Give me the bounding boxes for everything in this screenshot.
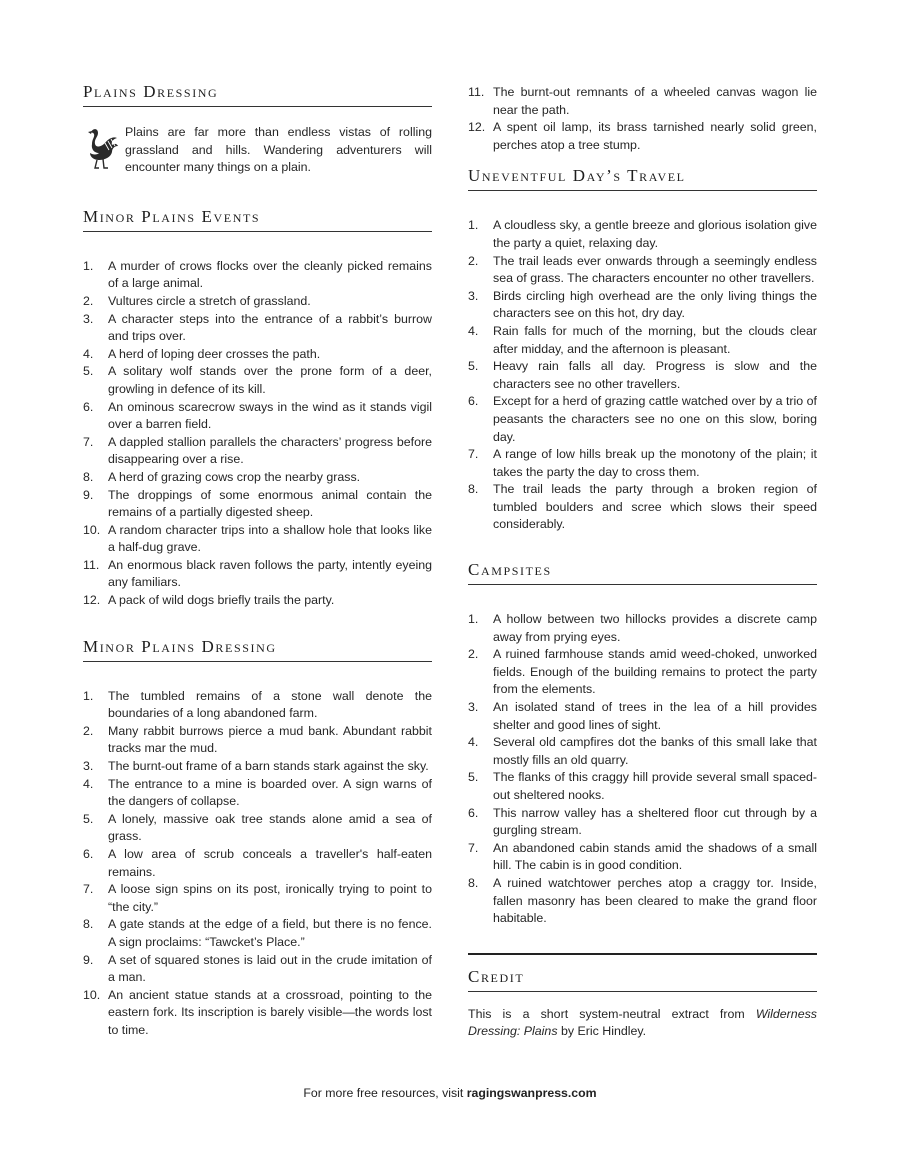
- campsites-list: [468, 611, 817, 928]
- item-number: 2.: [83, 723, 94, 738]
- list-item: [83, 592, 432, 610]
- footer: [0, 1086, 900, 1100]
- item-text: A spent oil lamp, its brass tarnished nearly solid green, perches atop a tree stump.: [493, 120, 817, 152]
- list-item: [83, 399, 432, 434]
- list-item: [83, 293, 432, 311]
- minor-plains-events-list: [83, 258, 432, 610]
- item-number: 3.: [83, 311, 94, 326]
- item-text: A dappled stallion parallels the characters’ progress before disappearing over a rise.: [108, 434, 432, 467]
- swan-logo-icon: [83, 126, 119, 170]
- item-number: 1.: [468, 612, 479, 627]
- item-number: 8.: [83, 917, 94, 932]
- item-number: 12.: [83, 593, 101, 608]
- item-text: A herd of loping deer crosses the path.: [108, 346, 321, 361]
- item-number: 9.: [83, 487, 94, 502]
- footer-text: For more free resources, visit: [303, 1086, 467, 1100]
- item-text: An isolated stand of trees in the lea of a hill provides shelter and good lines of sight.: [493, 700, 817, 732]
- item-text: The tumbled remains of a stone wall denote the boundaries of a long abandoned farm.: [108, 688, 432, 721]
- item-text: An ancient statue stands at a crossroad, pointing to the eastern fork. Its inscription is barely visible—the words lost to time.: [108, 987, 432, 1037]
- item-text: Vultures circle a stretch of grassland.: [108, 293, 311, 308]
- item-text: The trail leads ever onwards through a seemingly endless sea of grass. The characters encounter no other travellers.: [493, 253, 817, 286]
- list-item: [468, 253, 817, 288]
- item-number: 3.: [83, 759, 94, 774]
- item-number: 6.: [468, 805, 479, 820]
- item-text: A loose sign spins on its post, ironically trying to point to “the city.”: [108, 882, 432, 914]
- item-text: Rain falls for much of the morning, but the clouds clear after midday, and the afternoon is pleasant.: [493, 323, 817, 356]
- minor-plains-dressing-title: Minor Plains Dressing: [83, 637, 432, 662]
- uneventful-days-travel-list: [468, 217, 817, 534]
- list-item: [83, 487, 432, 522]
- list-item: [468, 358, 817, 393]
- item-number: 6.: [468, 394, 479, 409]
- item-number: 8.: [468, 482, 479, 497]
- item-text: Many rabbit burrows pierce a mud bank. Abundant rabbit tracks mar the mud.: [108, 723, 432, 756]
- item-text: A herd of grazing cows crop the nearby grass.: [108, 469, 361, 484]
- item-text: A cloudless sky, a gentle breeze and glorious isolation give the party a quiet, relaxing day.: [493, 218, 817, 250]
- item-number: 4.: [468, 735, 479, 750]
- list-item: [83, 258, 432, 293]
- item-text: The burnt-out frame of a barn stands stark against the sky.: [108, 759, 429, 774]
- list-item: [468, 119, 817, 154]
- item-text: An ominous scarecrow sways in the wind as it stands vigil over a barren field.: [108, 399, 432, 432]
- item-text: A gate stands at the edge of a field, but there is no fence. A sign proclaims: “Tawcket’s Place.”: [108, 917, 432, 949]
- item-number: 10.: [83, 987, 101, 1002]
- item-text: Except for a herd of grazing cattle watched over by a trio of peasants the characters see no one on this slow, boring day.: [493, 394, 817, 444]
- item-number: 6.: [83, 847, 94, 861]
- list-item: [468, 323, 817, 358]
- item-number: 7.: [468, 840, 479, 855]
- list-item: [468, 446, 817, 481]
- item-text: A ruined farmhouse stands amid weed-choked, unworked fields. Enough of the building remains to protect the party from the elements.: [493, 647, 817, 697]
- list-item: [468, 875, 817, 928]
- item-text: Several old campfires dot the banks of this small lake that mostly fills an old quarry.: [493, 735, 817, 767]
- item-number: 4.: [83, 346, 94, 361]
- credit-title: Credit: [468, 953, 817, 992]
- list-item: [83, 916, 432, 951]
- list-item: [468, 481, 817, 534]
- item-text: The flanks of this craggy hill provide several small spaced-out sheltered nooks.: [493, 770, 817, 802]
- item-number: 4.: [83, 776, 94, 791]
- minor-plains-dressing-list: [83, 688, 432, 1040]
- campsites-title: Campsites: [468, 560, 817, 585]
- list-item: [83, 811, 432, 846]
- list-item: [468, 699, 817, 734]
- item-number: 12.: [468, 120, 486, 135]
- item-number: 2.: [468, 253, 479, 268]
- minor-plains-events-title: Minor Plains Events: [83, 207, 432, 232]
- item-number: 3.: [468, 700, 479, 715]
- list-item: [83, 758, 432, 776]
- list-item: [83, 688, 432, 723]
- item-number: 10.: [83, 522, 101, 537]
- item-text: Birds circling high overhead are the only living things the characters see on this hot, dry day.: [493, 288, 817, 321]
- item-number: 4.: [468, 323, 479, 338]
- item-number: 2.: [468, 647, 479, 662]
- item-text: The trail leads the party through a broken region of tumbled boulders and scree which slows their speed considerably.: [493, 482, 817, 532]
- item-number: 7.: [83, 434, 94, 449]
- intro-text: Plains are far more than endless vistas of rolling grassland and hills. Wandering adventurers will encounter many things on a plain.: [125, 125, 432, 175]
- item-text: A murder of crows flocks over the cleanly picked remains of a large animal.: [108, 258, 432, 291]
- item-number: 7.: [468, 447, 479, 462]
- list-item: [83, 952, 432, 987]
- list-item: [83, 311, 432, 346]
- item-number: 1.: [468, 218, 479, 233]
- left-column: [83, 82, 432, 1040]
- item-number: 5.: [83, 811, 94, 826]
- item-number: 8.: [83, 469, 94, 484]
- list-item: [468, 217, 817, 252]
- credit-text: [468, 1006, 817, 1041]
- item-text: An enormous black raven follows the party, intently eyeing any familiars.: [108, 557, 432, 590]
- list-item: [468, 611, 817, 646]
- item-number: 3.: [468, 288, 479, 303]
- item-number: 5.: [468, 770, 479, 785]
- item-number: 9.: [83, 952, 94, 967]
- item-text: The entrance to a mine is boarded over. A sign warns of the dangers of collapse.: [108, 776, 432, 809]
- list-item: [83, 346, 432, 364]
- item-text: A low area of scrub conceals a traveller's half-eaten remains.: [108, 847, 432, 879]
- item-number: 2.: [83, 293, 94, 308]
- list-item: [83, 434, 432, 469]
- list-item: [83, 776, 432, 811]
- credit-text-before: This is a short system-neutral extract from: [468, 1006, 756, 1021]
- list-item: [83, 987, 432, 1040]
- item-text: A range of low hills break up the monotony of the plain; it takes the party the day to cross them.: [493, 447, 817, 479]
- item-number: 1.: [83, 688, 94, 703]
- item-text: A lonely, massive oak tree stands alone amid a sea of grass.: [108, 811, 432, 844]
- item-text: A ruined watchtower perches atop a craggy tor. Inside, fallen masonry has been cleared to make the grand floor habitable.: [493, 875, 817, 926]
- list-item: [468, 84, 817, 119]
- list-item: [468, 393, 817, 446]
- item-text: This narrow valley has a sheltered floor cut through by a gurgling stream.: [493, 805, 817, 838]
- list-item: [83, 723, 432, 758]
- list-item: [468, 805, 817, 840]
- list-item: [83, 363, 432, 398]
- list-item: [468, 288, 817, 323]
- item-text: The burnt-out remnants of a wheeled canvas wagon lie near the path.: [493, 85, 817, 117]
- plains-dressing-title: Plains Dressing: [83, 82, 432, 107]
- list-item: [468, 840, 817, 875]
- list-item: [83, 881, 432, 916]
- item-text: The droppings of some enormous animal contain the remains of a partially digested sheep.: [108, 487, 432, 520]
- item-text: A random character trips into a shallow hole that looks like a half-dug grave.: [108, 522, 432, 555]
- item-number: 5.: [83, 364, 94, 379]
- item-number: 11.: [83, 557, 100, 572]
- minor-plains-dressing-list-continued: [468, 84, 817, 154]
- item-number: 11.: [468, 85, 485, 99]
- item-text: A character steps into the entrance of a rabbit’s burrow and trips over.: [108, 311, 432, 344]
- intro-block: [83, 124, 432, 177]
- item-number: 5.: [468, 359, 479, 374]
- list-item: [468, 734, 817, 769]
- item-text: Heavy rain falls all day. Progress is slow and the characters see no other travellers.: [493, 359, 817, 391]
- list-item: [83, 522, 432, 557]
- item-text: A solitary wolf stands over the prone form of a deer, growling in defence of its kill.: [108, 364, 432, 396]
- list-item: [468, 646, 817, 699]
- item-number: 6.: [83, 399, 94, 414]
- right-column: [468, 84, 817, 1041]
- credit-text-after: by Eric Hindley.: [557, 1024, 647, 1039]
- footer-link[interactable]: ragingswanpress.com: [466, 1086, 597, 1100]
- list-item: [468, 769, 817, 804]
- item-number: 7.: [83, 882, 94, 897]
- list-item: [83, 469, 432, 487]
- uneventful-days-travel-title: Uneventful Day’s Travel: [468, 166, 817, 191]
- item-number: 1.: [83, 258, 94, 273]
- item-text: A set of squared stones is laid out in the crude imitation of a man.: [108, 952, 432, 985]
- credit-book-title: Wilderness Dressing: Plains: [468, 1006, 817, 1039]
- item-text: A pack of wild dogs briefly trails the party.: [108, 593, 335, 608]
- list-item: [83, 846, 432, 881]
- list-item: [83, 557, 432, 592]
- item-text: A hollow between two hillocks provides a discrete camp away from prying eyes.: [493, 612, 817, 644]
- item-text: An abandoned cabin stands amid the shadows of a small hill. The cabin is in good condition.: [493, 840, 817, 873]
- item-number: 8.: [468, 875, 479, 890]
